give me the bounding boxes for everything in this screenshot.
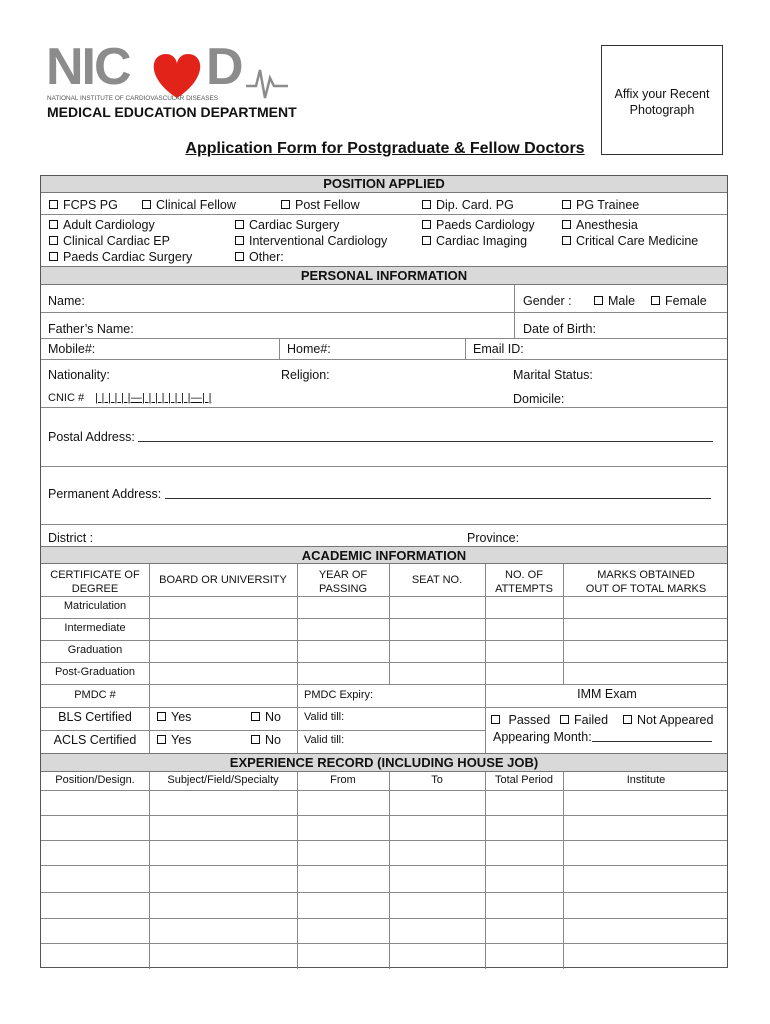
col-total-period: Total Period [494, 774, 554, 786]
col-institute: Institute [626, 774, 666, 786]
appearing-month-line [592, 731, 712, 742]
gender-female[interactable]: Female [651, 294, 707, 308]
col-year: YEAR OF PASSING [318, 569, 368, 595]
position-dip-card-pg[interactable]: Dip. Card. PG [422, 198, 514, 212]
col-subject: Subject/Field/Specialty [167, 774, 279, 786]
gender-male[interactable]: Male [594, 294, 635, 308]
nicvd-logo [46, 40, 296, 108]
spec-paeds-cardiology[interactable]: Paeds Cardiology [422, 218, 535, 232]
col-certificate: CERTIFICATE OF DEGREE [50, 569, 140, 595]
postal-address-line [138, 431, 713, 442]
checkbox-icon [157, 735, 166, 744]
checkbox-icon [235, 236, 244, 245]
experience-rows[interactable] [41, 791, 729, 969]
position-fcps-pg[interactable]: FCPS PG [49, 198, 118, 212]
photo-box: Affix your Recent Photograph [601, 45, 723, 155]
imm-passed[interactable]: Passed [491, 713, 550, 727]
name-label: Name: [48, 294, 85, 308]
col-from: From [330, 774, 356, 786]
bls-valid-till: Valid till: [304, 711, 345, 723]
spec-critical-care[interactable]: Critical Care Medicine [562, 234, 698, 248]
col-seat: SEAT NO. [411, 574, 463, 586]
checkbox-icon [251, 735, 260, 744]
application-form [40, 175, 728, 968]
imm-exam-label: IMM Exam [577, 687, 637, 701]
row-post-graduation: Post-Graduation [54, 666, 136, 678]
spec-adult-cardiology[interactable]: Adult Cardiology [49, 218, 155, 232]
imm-not-appeared[interactable]: Not Appeared [623, 713, 713, 727]
email-label: Email ID: [473, 342, 524, 356]
spec-interventional-cardiology[interactable]: Interventional Cardiology [235, 234, 387, 248]
home-phone-label: Home#: [287, 342, 331, 356]
checkbox-icon [651, 296, 660, 305]
spec-clinical-cardiac-ep[interactable]: Clinical Cardiac EP [49, 234, 170, 248]
position-clinical-fellow[interactable]: Clinical Fellow [142, 198, 236, 212]
row-intermediate: Intermediate [64, 622, 126, 634]
checkbox-icon [422, 220, 431, 229]
spec-cardiac-surgery[interactable]: Cardiac Surgery [235, 218, 339, 232]
svg-text:NIC: NIC [46, 40, 130, 96]
acls-label: ACLS Certified [53, 733, 137, 747]
checkbox-icon [422, 200, 431, 209]
row-graduation: Graduation [67, 644, 123, 656]
checkbox-icon [142, 200, 151, 209]
mobile-label: Mobile#: [48, 342, 96, 356]
spec-cardiac-imaging[interactable]: Cardiac Imaging [422, 234, 527, 248]
col-position: Position/Design. [55, 774, 135, 786]
col-marks: MARKS OBTAINED OUT OF TOTAL MARKS [585, 569, 707, 595]
appearing-month-label: Appearing Month: [493, 730, 712, 744]
permanent-address-label: Permanent Address: [48, 487, 711, 501]
checkbox-icon [235, 252, 244, 261]
religion-label: Religion: [281, 368, 330, 382]
heart-icon [154, 54, 200, 98]
checkbox-icon [157, 712, 166, 721]
spec-anesthesia[interactable]: Anesthesia [562, 218, 638, 232]
spec-paeds-cardiac-surgery[interactable]: Paeds Cardiac Surgery [49, 250, 192, 264]
checkbox-icon [562, 200, 571, 209]
pmdc-label: PMDC # [74, 689, 116, 701]
checkbox-icon [49, 236, 58, 245]
acls-no[interactable]: No [251, 733, 281, 747]
bls-label: BLS Certified [58, 710, 132, 724]
acls-valid-till: Valid till: [304, 734, 345, 746]
checkbox-icon [235, 220, 244, 229]
marital-status-label: Marital Status: [513, 368, 593, 382]
district-label: District : [48, 531, 94, 545]
checkbox-icon [560, 715, 569, 724]
cnic-label: CNIC # [48, 392, 85, 404]
acls-yes[interactable]: Yes [157, 733, 191, 747]
checkbox-icon [49, 200, 58, 209]
personal-heading: PERSONAL INFORMATION [41, 266, 727, 285]
pmdc-expiry-label: PMDC Expiry: [304, 689, 374, 701]
form-title: Application Form for Postgraduate & Fellow Doctors [185, 140, 585, 157]
checkbox-icon [491, 715, 500, 724]
checkbox-icon [562, 220, 571, 229]
bls-no[interactable]: No [251, 710, 281, 724]
position-post-fellow[interactable]: Post Fellow [281, 198, 360, 212]
experience-heading: EXPERIENCE RECORD (INCLUDING HOUSE JOB) [41, 753, 727, 772]
col-board: BOARD OR UNIVERSITY [159, 574, 287, 586]
dob-label: Date of Birth: [523, 322, 596, 336]
row-matriculation: Matriculation [63, 600, 127, 612]
gender-label: Gender : [523, 294, 572, 308]
checkbox-icon [594, 296, 603, 305]
position-heading: POSITION APPLIED [41, 176, 727, 193]
academic-heading: ACADEMIC INFORMATION [41, 546, 727, 564]
cnic-input-mask[interactable]: | | | | | |—| | | | | | | |—| | [95, 392, 212, 404]
checkbox-icon [422, 236, 431, 245]
checkbox-icon [623, 715, 632, 724]
domicile-label: Domicile: [513, 392, 565, 406]
permanent-address-line [165, 488, 711, 499]
position-pg-trainee[interactable]: PG Trainee [562, 198, 639, 212]
checkbox-icon [49, 252, 58, 261]
checkbox-icon [251, 712, 260, 721]
svg-text:D: D [206, 40, 244, 96]
imm-failed[interactable]: Failed [560, 713, 608, 727]
province-label: Province: [467, 531, 520, 545]
checkbox-icon [562, 236, 571, 245]
postal-address-label: Postal Address: [48, 430, 713, 444]
father-name-label: Father’s Name: [48, 322, 134, 336]
col-attempts: NO. OF ATTEMPTS [495, 569, 553, 595]
checkbox-icon [281, 200, 290, 209]
bls-yes[interactable]: Yes [157, 710, 191, 724]
logo-subtext: NATIONAL INSTITUTE OF CARDIOVASCULAR DISEASES [47, 95, 219, 102]
col-to: To [431, 774, 443, 786]
nationality-label: Nationality: [48, 368, 110, 382]
spec-other[interactable]: Other: [235, 250, 284, 264]
checkbox-icon [49, 220, 58, 229]
department-title: MEDICAL EDUCATION DEPARTMENT [47, 104, 297, 120]
